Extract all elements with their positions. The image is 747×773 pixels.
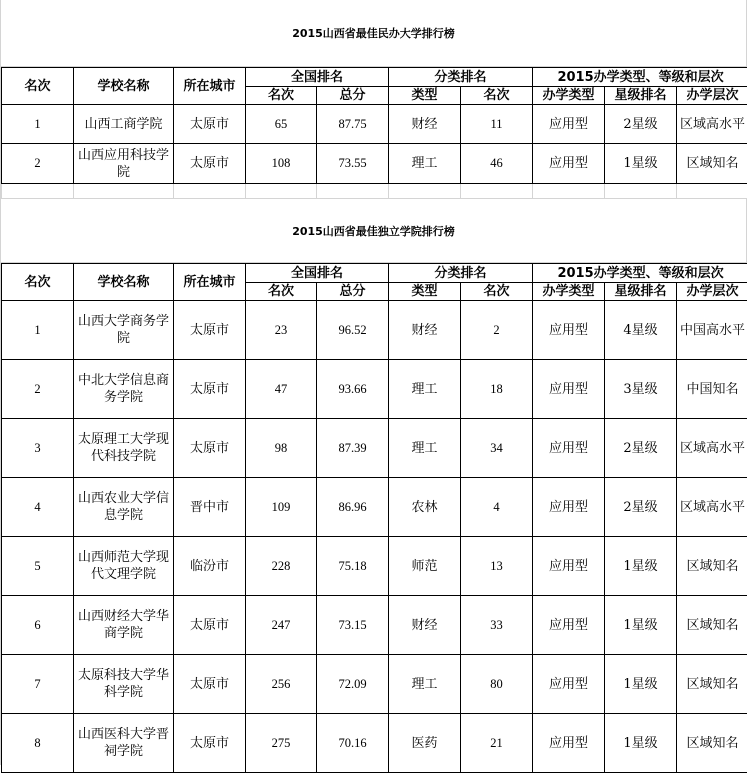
cell-level-type: 应用型 [533,537,605,596]
cell-rank: 8 [2,714,74,773]
cell-national-rank: 247 [246,596,317,655]
cell-category-rank: 11 [461,105,533,144]
cell-national-rank: 256 [246,655,317,714]
cell-rank: 6 [2,596,74,655]
header-city: 所在城市 [174,264,246,301]
header-level: 2015办学类型、等级和层次 [533,68,747,87]
header-national-score: 总分 [317,283,389,301]
cell-category-rank: 80 [461,655,533,714]
table2-body [2,301,747,773]
header-category-type: 类型 [389,283,461,301]
header-category-type: 类型 [389,87,461,105]
table-row [2,144,747,184]
cell-school: 中北大学信息商务学院 [74,360,174,419]
cell-school: 太原理工大学现代科技学院 [74,419,174,478]
cell-star: 2星级 [605,419,677,478]
cell-tier: 区域高水平 [677,478,747,537]
header-level-tier: 办学层次 [677,283,747,301]
table1-title-text: 2015山西省最佳民办大学排行榜 [292,25,455,41]
cell-score: 87.75 [317,105,389,144]
header-school: 学校名称 [74,264,174,301]
cell-rank: 7 [2,655,74,714]
cell-category-rank: 46 [461,144,533,184]
table-row [2,478,747,537]
cell-star: 1星级 [605,144,677,184]
cell-category-rank: 4 [461,478,533,537]
cell-level-type: 应用型 [533,596,605,655]
cell-score: 96.52 [317,301,389,360]
cell-national-rank: 228 [246,537,317,596]
cell-category-type: 理工 [389,144,461,184]
cell-city: 太原市 [174,360,246,419]
cell-national-rank: 108 [246,144,317,184]
cell-category-type: 财经 [389,301,461,360]
cell-national-rank: 23 [246,301,317,360]
cell-rank: 1 [2,105,74,144]
cell-rank: 1 [2,301,74,360]
header-level-type: 办学类型 [533,87,605,105]
header-school: 学校名称 [74,68,174,105]
cell-rank: 2 [2,144,74,184]
cell-score: 86.96 [317,478,389,537]
cell-category-rank: 2 [461,301,533,360]
cell-city: 晋中市 [174,478,246,537]
cell-score: 70.16 [317,714,389,773]
cell-tier: 区域高水平 [677,419,747,478]
cell-category-rank: 34 [461,419,533,478]
cell-school: 山西工商学院 [74,105,174,144]
cell-school: 山西财经大学华商学院 [74,596,174,655]
cell-category-type: 理工 [389,360,461,419]
cell-star: 3星级 [605,360,677,419]
cell-star: 2星级 [605,105,677,144]
cell-city: 太原市 [174,655,246,714]
header-level-type: 办学类型 [533,283,605,301]
header-category: 分类排名 [389,264,533,283]
header-level-star: 星级排名 [605,283,677,301]
cell-category-type: 财经 [389,105,461,144]
cell-score: 73.15 [317,596,389,655]
cell-national-rank: 47 [246,360,317,419]
cell-national-rank: 98 [246,419,317,478]
spacer-row [2,184,747,199]
cell-tier: 区域知名 [677,714,747,773]
cell-city: 太原市 [174,714,246,773]
cell-tier: 中国高水平 [677,301,747,360]
cell-national-rank: 109 [246,478,317,537]
cell-star: 1星级 [605,714,677,773]
cell-rank: 2 [2,360,74,419]
table1-title [1,0,747,67]
table2 [1,263,747,773]
table1 [1,67,747,199]
cell-category-type: 财经 [389,596,461,655]
cell-score: 87.39 [317,419,389,478]
cell-star: 1星级 [605,596,677,655]
cell-category-rank: 18 [461,360,533,419]
cell-score: 73.55 [317,144,389,184]
table-row [2,301,747,360]
header-rank: 名次 [2,68,74,105]
cell-level-type: 应用型 [533,714,605,773]
cell-star: 1星级 [605,537,677,596]
cell-star: 1星级 [605,655,677,714]
cell-category-type: 理工 [389,419,461,478]
header-level-tier: 办学层次 [677,87,747,105]
cell-category-rank: 21 [461,714,533,773]
header-national-rank: 名次 [246,283,317,301]
table2-header-row-1 [2,264,747,283]
cell-category-rank: 33 [461,596,533,655]
table-row [2,419,747,478]
cell-national-rank: 275 [246,714,317,773]
cell-level-type: 应用型 [533,105,605,144]
cell-score: 72.09 [317,655,389,714]
table-row [2,655,747,714]
header-national: 全国排名 [246,68,389,87]
table-row [2,714,747,773]
header-city: 所在城市 [174,68,246,105]
cell-level-type: 应用型 [533,655,605,714]
cell-category-type: 理工 [389,655,461,714]
cell-tier: 区域知名 [677,144,747,184]
header-category-rank: 名次 [461,283,533,301]
cell-tier: 区域知名 [677,655,747,714]
cell-rank: 3 [2,419,74,478]
cell-level-type: 应用型 [533,301,605,360]
cell-city: 太原市 [174,596,246,655]
header-level-star: 星级排名 [605,87,677,105]
header-level: 2015办学类型、等级和层次 [533,264,747,283]
header-category-rank: 名次 [461,87,533,105]
cell-tier: 区域知名 [677,537,747,596]
header-national: 全国排名 [246,264,389,283]
cell-category-type: 师范 [389,537,461,596]
cell-city: 太原市 [174,419,246,478]
cell-tier: 区域知名 [677,596,747,655]
cell-city: 太原市 [174,301,246,360]
table-row [2,537,747,596]
header-category: 分类排名 [389,68,533,87]
cell-level-type: 应用型 [533,144,605,184]
table2-title-text: 2015山西省最佳独立学院排行榜 [292,223,455,239]
cell-school: 山西医科大学晋祠学院 [74,714,174,773]
cell-rank: 5 [2,537,74,596]
cell-star: 4星级 [605,301,677,360]
header-national-score: 总分 [317,87,389,105]
header-national-rank: 名次 [246,87,317,105]
cell-tier: 区域高水平 [677,105,747,144]
cell-city: 太原市 [174,105,246,144]
cell-level-type: 应用型 [533,419,605,478]
cell-score: 93.66 [317,360,389,419]
table-row [2,360,747,419]
cell-school: 山西农业大学信息学院 [74,478,174,537]
cell-city: 太原市 [174,144,246,184]
table-row [2,105,747,144]
table-row [2,596,747,655]
cell-tier: 中国知名 [677,360,747,419]
cell-category-type: 农林 [389,478,461,537]
cell-school: 山西师范大学现代文理学院 [74,537,174,596]
table2-title [1,199,747,263]
cell-category-type: 医药 [389,714,461,773]
cell-city: 临汾市 [174,537,246,596]
header-rank: 名次 [2,264,74,301]
cell-level-type: 应用型 [533,360,605,419]
cell-national-rank: 65 [246,105,317,144]
cell-score: 75.18 [317,537,389,596]
cell-school: 山西应用科技学院 [74,144,174,184]
table1-header-row-1 [2,68,747,87]
cell-star: 2星级 [605,478,677,537]
cell-school: 太原科技大学华科学院 [74,655,174,714]
cell-school: 山西大学商务学院 [74,301,174,360]
cell-level-type: 应用型 [533,478,605,537]
cell-rank: 4 [2,478,74,537]
cell-category-rank: 13 [461,537,533,596]
